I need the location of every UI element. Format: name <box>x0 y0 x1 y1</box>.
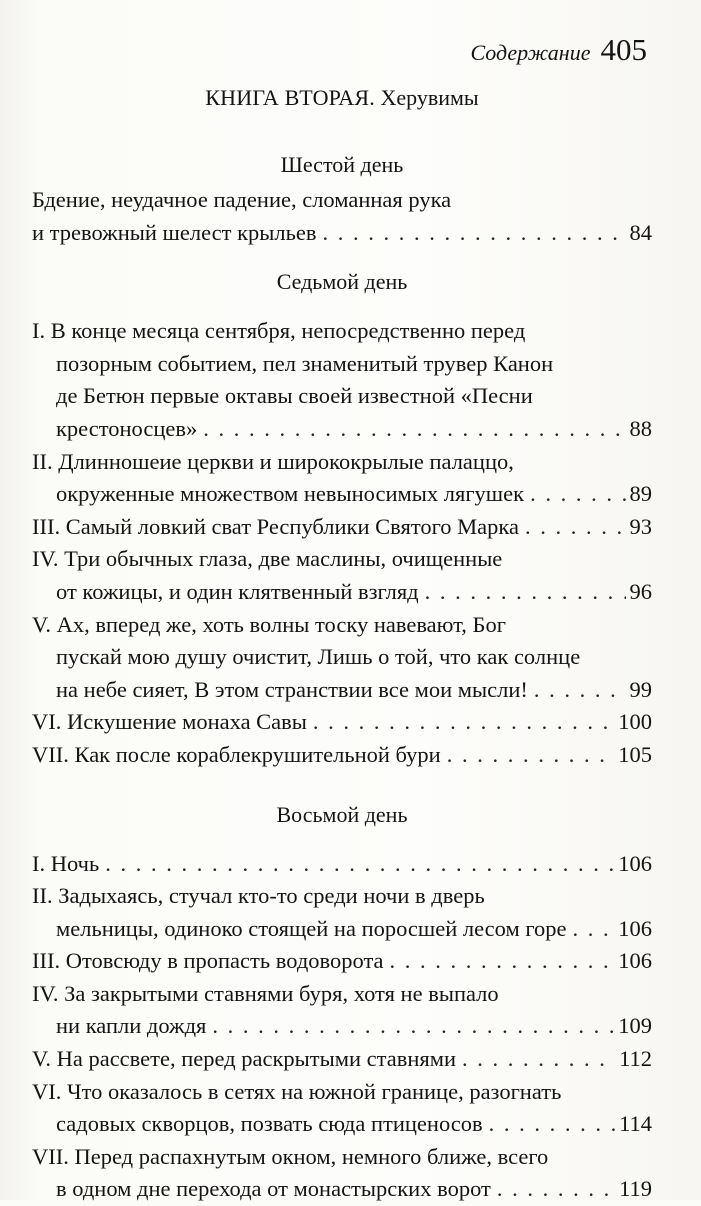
toc-entry <box>32 880 652 945</box>
toc-entry <box>32 978 652 1043</box>
entry-page: 105 <box>618 741 652 767</box>
leader-dots <box>534 674 626 707</box>
book-heading <box>32 78 652 118</box>
leader-dots <box>212 1010 614 1043</box>
entry-text: II. Задыхаясь, стучал кто-то среди ночи в дверь <box>32 883 485 909</box>
toc-entry <box>32 1141 652 1206</box>
day-heading: Шестой день <box>280 152 404 177</box>
entry-text: Бдение, неудачное падение, сломанная рука <box>32 187 452 212</box>
leader-dots <box>322 217 625 250</box>
leader-dots <box>313 706 614 739</box>
entry-text: пускай мою душу очистит, Лишь о той, что как солнце <box>56 644 581 670</box>
table-of-contents <box>32 78 652 1206</box>
entry-text: окруженные множеством невыносимых лягушек <box>56 481 525 507</box>
leader-dots <box>425 576 626 609</box>
entry-page: 106 <box>618 850 652 876</box>
entry-text: позорным событием, пел знаменитый трувер Канон <box>56 350 554 376</box>
toc-entry <box>32 945 652 978</box>
entry-text: на небе сияет, В этом странствии все мои мысли! <box>56 676 528 702</box>
leader-dots <box>462 1043 615 1076</box>
entry-page: 106 <box>618 915 652 941</box>
entry-page: 100 <box>618 709 652 735</box>
entry-page: 84 <box>629 219 652 245</box>
entry-page: 106 <box>618 948 652 974</box>
entry-text: от кожицы, и один клятвенный взгляд <box>56 578 419 604</box>
entry-page: 119 <box>619 1176 652 1202</box>
toc-entry <box>32 706 652 739</box>
entry-text: I. В конце месяца сентября, непосредственно перед <box>32 318 526 344</box>
toc-entry <box>32 1076 652 1141</box>
running-head <box>470 32 647 68</box>
entry-page: 93 <box>629 513 652 539</box>
entry-text: мельницы, одиноко стоящей на поросшей лесом горе <box>56 915 567 941</box>
entry-text: садовых скворцов, позвать сюда птиценосов <box>56 1111 483 1137</box>
leader-dots <box>105 848 614 881</box>
leader-dots <box>525 511 626 544</box>
entry-page: 109 <box>618 1013 652 1039</box>
leader-dots <box>447 739 615 772</box>
entry-page: 89 <box>629 481 652 507</box>
toc-entry <box>32 848 652 881</box>
toc-entry <box>32 609 652 707</box>
day-heading: Восьмой день <box>276 801 408 827</box>
toc-entry <box>32 184 652 249</box>
entry-text: ни капли дождя <box>56 1013 207 1039</box>
leader-dots <box>203 413 625 446</box>
book-title: Херувимы <box>380 85 479 110</box>
entry-text: VII. Как после кораблекрушительной бури <box>32 741 441 767</box>
toc-entry <box>32 739 652 772</box>
entry-text: VI. Искушение монаха Савы <box>32 709 307 735</box>
day-heading: Седьмой день <box>276 269 408 295</box>
entry-text: V. Ах, вперед же, хоть волны тоску навевают, Бог <box>32 611 506 637</box>
running-title: Содержание <box>470 40 591 65</box>
entry-text: II. Длинношеие церкви и ширококрылые палаццо, <box>32 448 514 474</box>
entry-page: 99 <box>629 676 652 702</box>
entry-page: 114 <box>619 1111 652 1137</box>
entry-text: крестоносцев» <box>56 415 198 441</box>
entry-text: и тревожный шелест крыльев <box>32 219 317 245</box>
entry-page: 112 <box>619 1046 652 1072</box>
entry-text: VI. Что оказалось в сетях на южной границе, разогнать <box>32 1078 562 1104</box>
entry-page: 96 <box>629 578 652 604</box>
entry-page: 88 <box>629 415 652 441</box>
page-number: 405 <box>600 32 647 67</box>
book-label: КНИГА ВТОРАЯ. <box>205 85 375 110</box>
toc-entry <box>32 1043 652 1076</box>
toc-entry <box>32 543 652 608</box>
entry-text: де Бетюн первые октавы своей известной «Песни <box>56 383 533 409</box>
entry-text: V. На рассвете, перед раскрытыми ставнями <box>32 1046 457 1072</box>
leader-dots <box>390 945 615 978</box>
toc-entry <box>32 511 652 544</box>
entry-text: III. Отовсюду в пропасть водоворота <box>32 948 384 974</box>
toc-entry <box>32 315 652 445</box>
entry-text: IV. За закрытыми ставнями буря, хотя не выпало <box>32 980 499 1006</box>
entry-text: I. Ночь <box>32 850 100 876</box>
leader-dots <box>497 1173 615 1206</box>
leader-dots <box>530 478 625 511</box>
entry-text: в одном дне перехода от монастырских ворот <box>56 1176 491 1202</box>
entry-text: IV. Три обычных глаза, две маслины, очищенные <box>32 546 503 572</box>
entry-text: VII. Перед распахнутым окном, немного ближе, всего <box>32 1143 549 1169</box>
toc-entry <box>32 446 652 511</box>
leader-dots <box>489 1108 615 1141</box>
entry-text: III. Самый ловкий сват Республики Святого Марка <box>32 513 519 539</box>
leader-dots <box>573 913 615 946</box>
